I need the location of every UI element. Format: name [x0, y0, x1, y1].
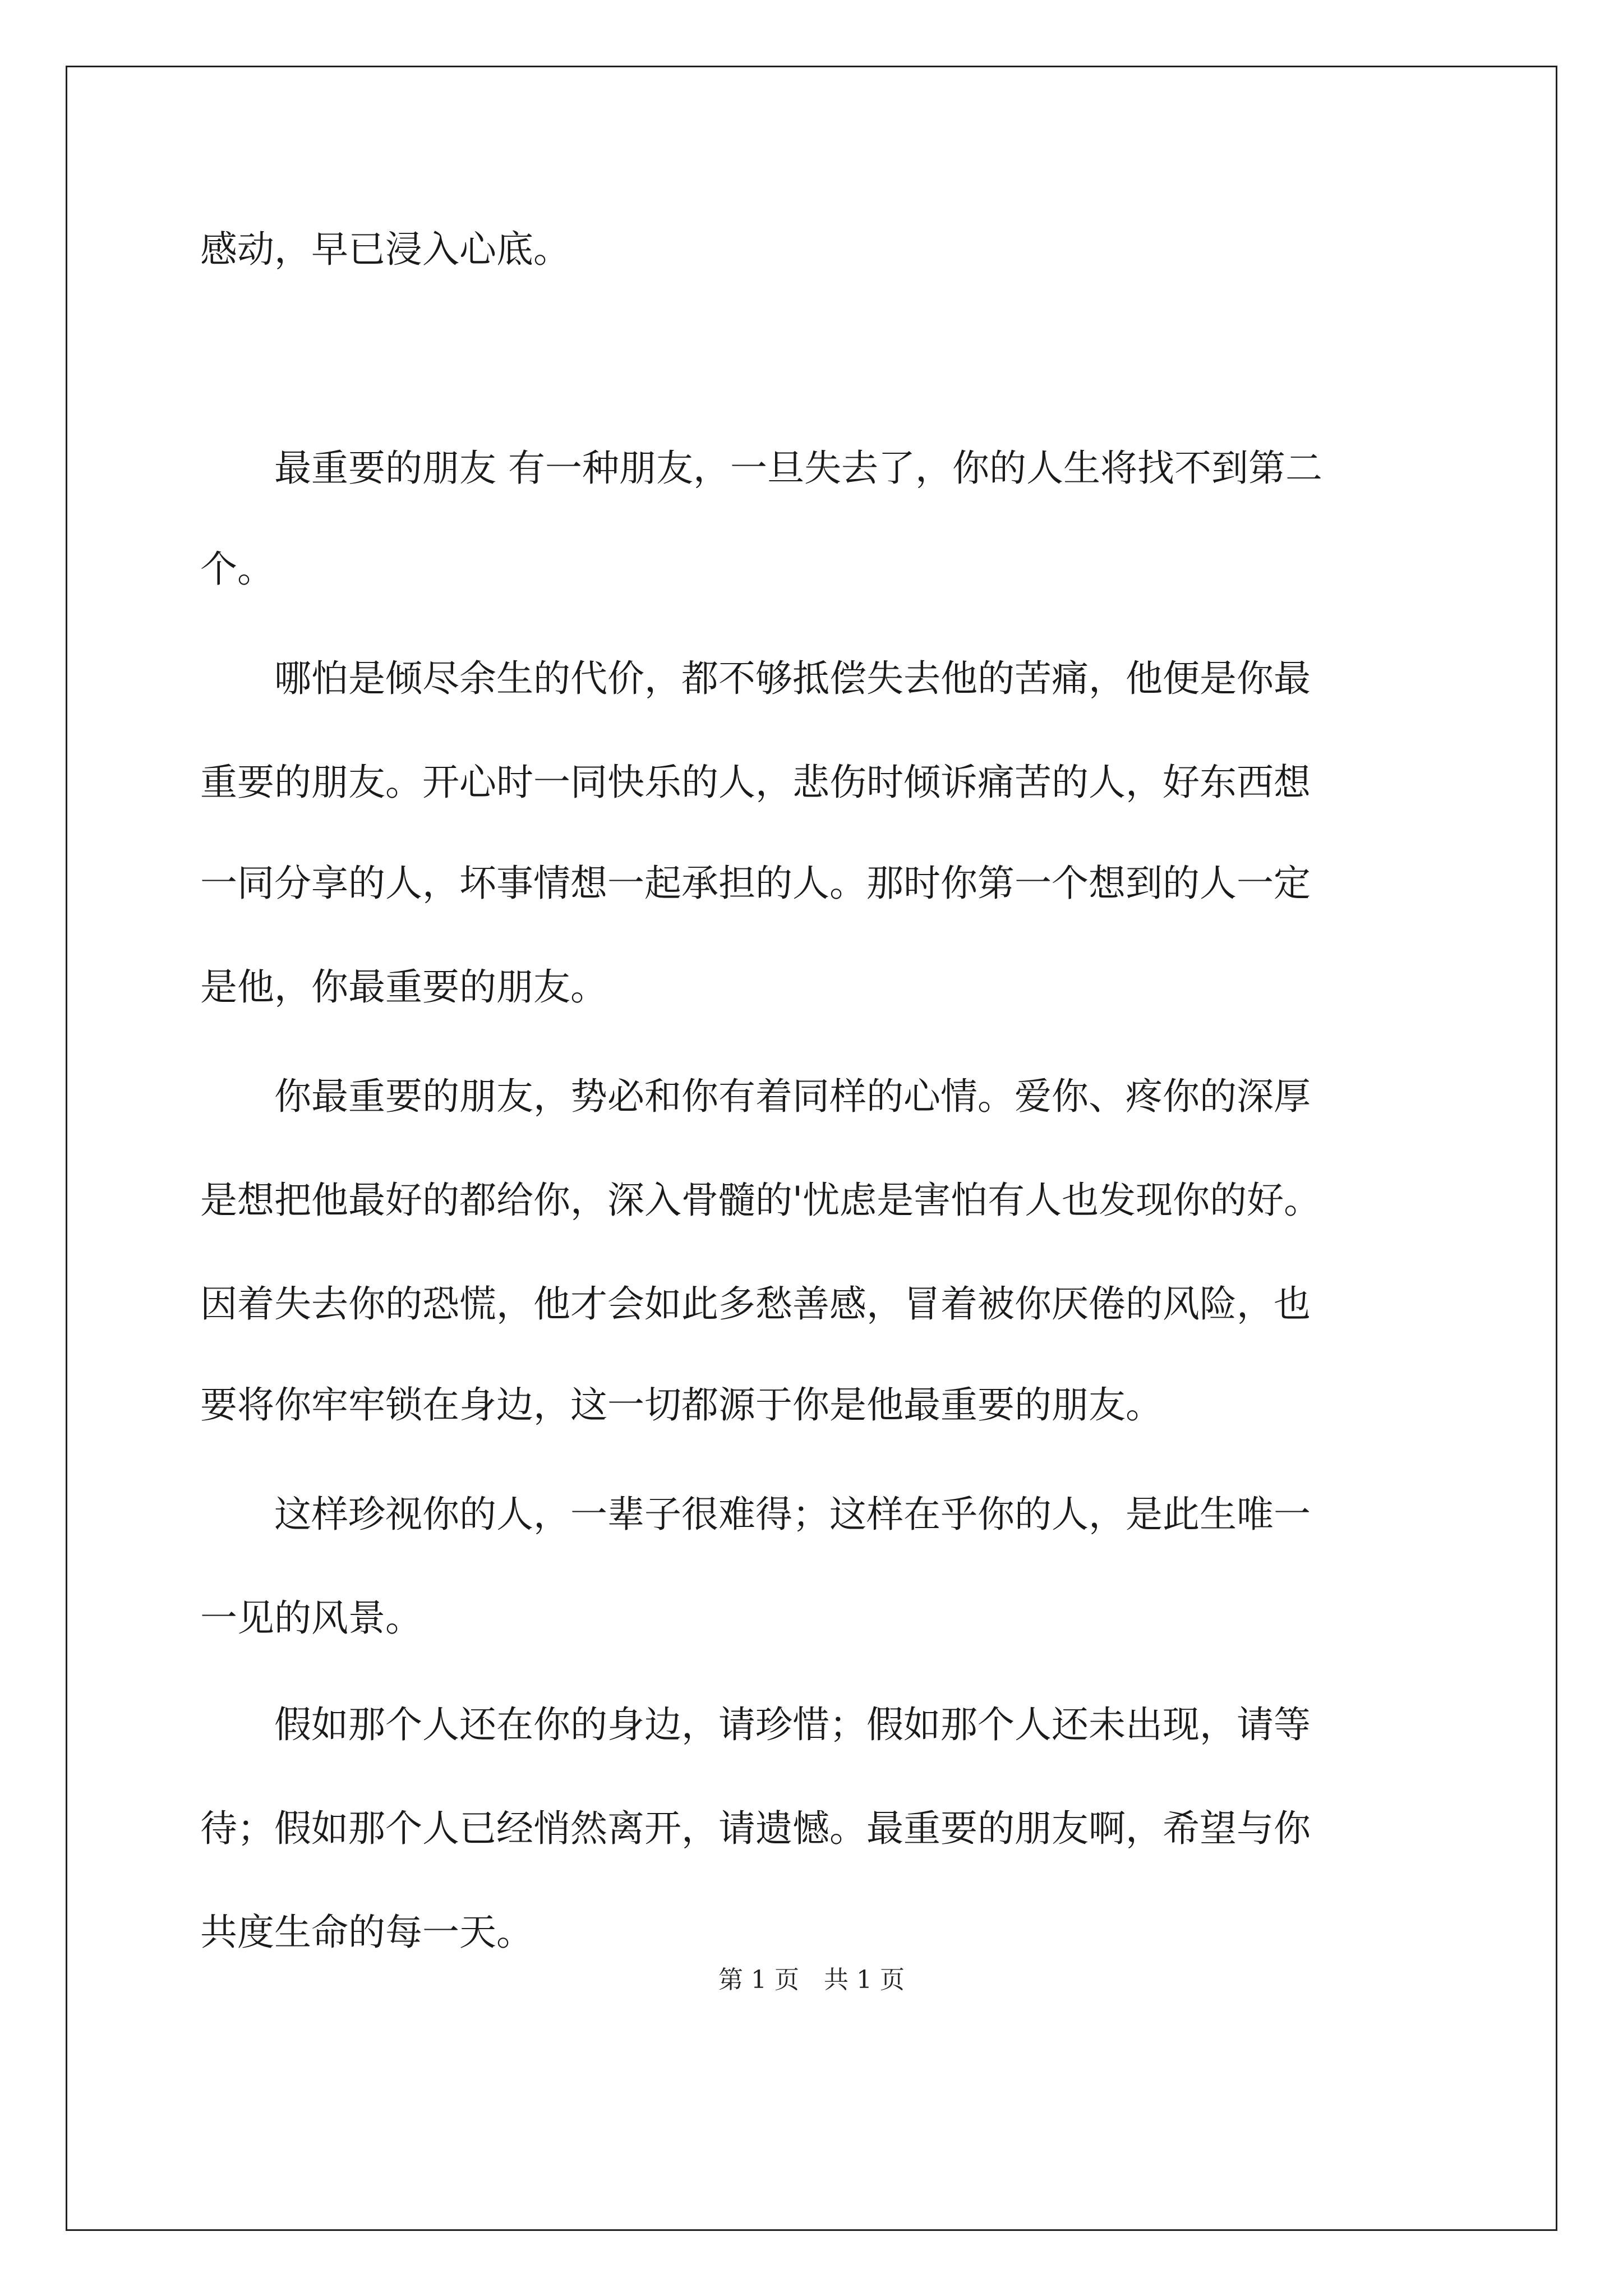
text-line: 待；假如那个人已经悄然离开，请遗憾。最重要的朋友啊，希望与你 [200, 1807, 1311, 1850]
text-line: 一同分享的人，坏事情想一起承担的人。那时你第一个想到的人一定 [200, 862, 1311, 905]
text-line: 个。 [200, 547, 274, 591]
page-number: 第 1 页 共 1 页 [718, 1966, 905, 1994]
page-border [66, 66, 1557, 2231]
text-line: 哪怕是倾尽余生的代价，都不够抵偿失去他的苦痛，他便是你最 [200, 657, 1311, 700]
text-line: 因着失去你的恐慌，他才会如此多愁善感，冒着被你厌倦的风险，也 [200, 1282, 1311, 1326]
text-line: 是他，你最重要的朋友。 [200, 965, 607, 1009]
text-line: 重要的朋友。开心时一同快乐的人，悲伤时倾诉痛苦的人，好东西想 [200, 761, 1311, 804]
text-line: 要将你牢牢锁在身边，这一切都源于你是他最重要的朋友。 [200, 1383, 1163, 1427]
text-line: 最重要的朋友 有一种朋友，一旦失去了，你的人生将找不到第二 [200, 447, 1322, 490]
text-line: 共度生命的每一天。 [200, 1911, 533, 1954]
text-line: 一见的风景。 [200, 1596, 422, 1640]
text-line: 假如那个人还在你的身边，请珍惜；假如那个人还未出现，请等 [200, 1703, 1311, 1746]
text-line: 感动，早已浸入心底。 [200, 228, 570, 271]
text-line: 是想把他最好的都给你，深入骨髓的'忧虑是害怕有人也发现你的好。 [200, 1179, 1321, 1222]
text-line: 这样珍视你的人，一辈子很难得；这样在乎你的人，是此生唯一 [200, 1493, 1311, 1536]
text-line: 你最重要的朋友，势必和你有着同样的心情。爱你、疼你的深厚 [200, 1075, 1311, 1118]
